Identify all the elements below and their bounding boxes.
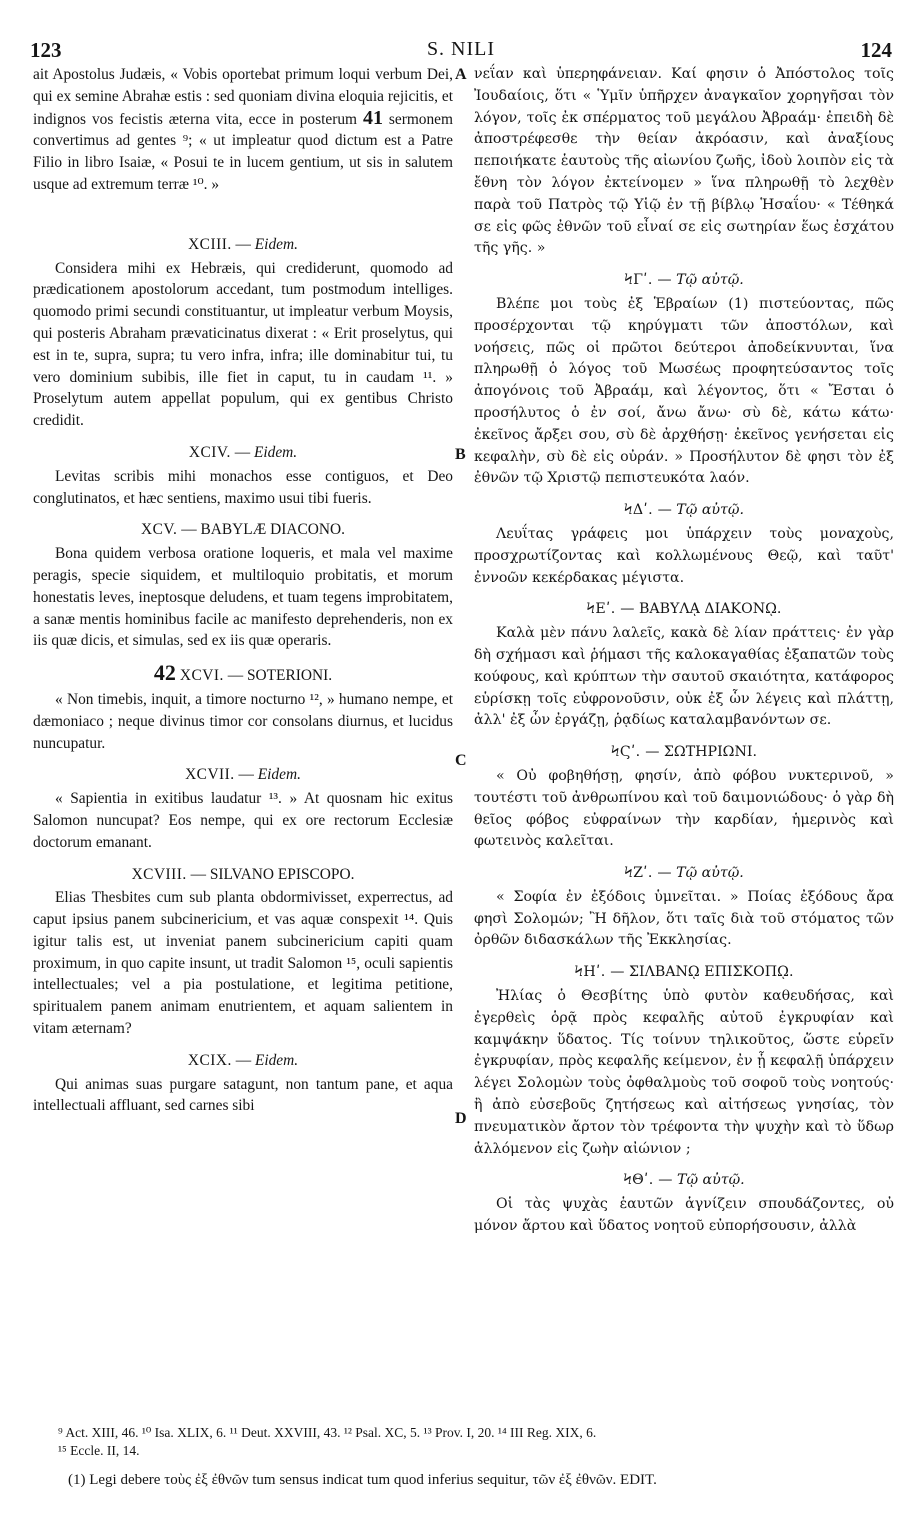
latin-heading-96: 42 XCVI. — SOTERIONI.: [153, 660, 333, 686]
greek-column: [474, 64, 894, 1238]
greek-letter-93: Βλέπε μοι τοὺς ἐξ Ἑβραίων (1) πιστεύοντας, πῶς προσέρχονται τῷ κηρύγματι τῶν ἀποστόλων, καὶ νοήσεις, πῶς οἱ πρῶτοι δεύτεροι ἀποδείκνυνται, ἵνα πληρωθῇ ὁ λόγος τοῦ Μωσέως προφητεύσαντος τοῖς ἀπογόνοις τοῦ Ἀβραάμ, καὶ λέγοντος, ὅτι « Ἔσται ὁ προσήλυτος ὁ ἐν σοί, ἄνω ἄνω· σὺ δὲ, κάτω κάτω· ἐκεῖνος ἄρξει σου, σὺ δὲ ἀρχθήσῃ· ἐκεῖνος γενήσεται εἰς κεφαλὴν, σὺ δὲ εἰς οὐράν. » Προσήλυτον δὲ φησι τὸν ἐξ ἐθνῶν τῷ Χριστῷ πεπιστευκότα λαόν.: [474, 295, 894, 487]
latin-intro-cont: sermonem convertimus ad gentes ⁹; « ut impleatur quod dictum est a Patre Filio in libro Isaiæ, « Posui te in lucem gentium, ut sis in salutem usque ad extremum terræ ¹⁰. »: [33, 110, 453, 193]
footnotes: [58, 1424, 898, 1460]
margin-letter-c: C: [455, 752, 467, 769]
greek-letter-94: Λευΐτας γράφεις μοι ὑπάρχειν τοὺς μοναχοὺς, προσχρωτίζοντας καὶ κολλωμένους Θεῷ, καὶ ταῦτ' ἐννοῶν κεκέρδακας μέγιστα.: [474, 525, 894, 586]
latin-heading-98: XCVIII. — SILVANO EPISCOPO.: [131, 865, 355, 883]
greek-letter-98: Ἠλίας ὁ Θεσβίτης ὑπὸ φυτὸν καθευδήσας, καὶ ἐγερθεὶς ὁρᾷ πρὸς κεφαλῆς αὐτοῦ ἐγκρυφίαν καὶ καμψάκην ὕδατος. Τίς τοίνυν τηλικοῦτος, ὥστε εὑρεῖν ἐγκρυφίαν, πρὸς κεφαλῆς κείμενον, ἐν ᾗ κεφαλῇ ὑπάρχειν λέγει Σολομὼν τοὺς ὀφθαλμοὺς τοῦ σοφοῦ τοὺς νοητούς· ἢ ἀπὸ εὐσεβοῦς ζητήσεως καὶ αἰτήσεως γνησίας, τὸν πνευματικὸν ἄρτον τὸν τρέφοντα τὴν ψυχὴν καὶ τὸ ὕδωρ ἁλλόμενον εἰς ζωὴν αἰώνιον ;: [474, 988, 894, 1157]
running-title: S. NILI: [426, 38, 496, 60]
latin-letter-96: « Non timebis, inquit, a timore nocturno ¹², » humano nempe, et dæmoniaco ; neque divinus timor cor consolans diurnus, et lucidus nuncupatur.: [33, 690, 453, 752]
greek-letter-96: « Οὐ φοβηθήσῃ, φησίν, ἀπὸ φόβου νυκτερινοῦ, » τουτέστι τοῦ ἀνθρωπίνου καὶ τοῦ δαιμονιώδους· ὁ γὰρ δὴ θεῖος φόβος εὐφραίνων τὴν καρδίαν, ἡμερινὸς καὶ φωτεινὸς καλεῖται.: [474, 767, 894, 850]
greek-letter-99: Οἱ τὰς ψυχὰς ἑαυτῶν ἁγνίζειν σπουδάζοντες, οὐ μόνον ἄρτου καὶ ὕδατος νοητοῦ εὐπορήσουσιν, ἀλλὰ: [474, 1196, 894, 1235]
greek-heading-94: ϞΔʹ. — Τῷ αὐτῷ.: [624, 502, 744, 519]
margin-letter-a: A: [455, 66, 467, 83]
greek-heading-95: ϞΕʹ. — ΒΑΒΥΛᾼ ΔΙΑΚΟΝῼ.: [586, 601, 782, 618]
latin-heading-95: XCV. — BABYLÆ DIACONO.: [141, 521, 345, 539]
footnote-line-1: ⁹ Act. XIII, 46. ¹⁰ Isa. XLIX, 6. ¹¹ Deut. XXVIII, 43. ¹² Psal. XC, 5. ¹³ Prov. I, 20. ¹⁴ III Reg. XIX, 6.: [58, 1425, 597, 1440]
latin-letter-99: Qui animas suas purgare satagunt, non tantum pane, et aqua intellectuali affluant, sed carnes sibi: [33, 1075, 453, 1115]
latin-intro: [33, 64, 453, 196]
greek-heading-97: ϞΖʹ. — Τῷ αὐτῷ.: [624, 865, 744, 882]
column-marker-42: 42: [153, 660, 176, 686]
margin-letter-d: D: [455, 1110, 467, 1127]
latin-heading-94: XCIV. — Eidem.: [188, 443, 298, 461]
greek-letter-97: « Σοφία ἐν ἐξόδοις ὑμνεῖται. » Ποίας ἐξόδους ἄρα φησὶ Σολομών; Ἢ δῆλον, ὅτι ταῖς διὰ τοῦ στόματος τῶν ὀρθῶν διδασκάλων τῆς Ἐκκλησίας.: [474, 888, 894, 949]
greek-heading-99: ϞΘʹ. — Τῷ αὐτῷ.: [623, 1172, 745, 1189]
latin-intro-text: ait Apostolus Judæis, « Vobis oportebat primum loqui verbum Dei, qui ex semine Abrahæ estis : sed quoniam divina eloquia rejicitis, et indignos vos fecistis æterna vita, ecce in posterum: [33, 66, 453, 128]
greek-heading-96: ϞϚʹ. — ΣΩΤΗΡΙΩΝΙ.: [611, 744, 757, 761]
latin-heading-93: XCIII. — Eidem.: [188, 235, 298, 253]
column-marker-41: 41: [362, 106, 383, 129]
latin-column: [33, 64, 453, 1117]
margin-letter-b: B: [455, 446, 466, 463]
greek-letter-95: Καλὰ μὲν πάνυ λαλεῖς, κακὰ δὲ λίαν πράττεις· ἐν γὰρ δὴ σχήμασι καὶ ῥήμασι τῆς καλοκαγαθίας ἐξαπατῶν τοὺς κούφους, καὶ κρύπτων τὴν σαυτοῦ σκαιότητα, κατάφορος εὑρίσκῃ τοῖς εὐφρονοῦσιν, οὐκ ἐξ ὧν λέγεις καὶ πλάττῃ, ἀλλ' ἐξ ὧν ἐργάζῃ, ῥᾳδίως καταλαμβανόντων σε.: [474, 625, 894, 729]
latin-letter-98: Elias Thesbites cum sub planta obdormivisset, experrectus, ad caput ipsius panem subcinericium, et vas aquæ conspexit ¹⁴. Quis igitur talis est, ut inveniat panem subcinericium capiti quam proximum, in quo capite insunt, ut tradit Salomon ¹⁵, oculi sapientis intellectuales; vel a pia postulatione, et legitima petitione, spiritualem panem animam enutrientem, et aquam salientem in vitam æternam?: [33, 889, 453, 1038]
latin-letter-95: Bona quidem verbosa oratione loqueris, et mala vel maxime peragis, specie siquidem, et multiloquio probitatis, et morum honestatis leves, ineptosque deludens, et tuam tegens improbitatem, a sanæ mentis hominibus facile ac manifesto deprehenderis, non ex iis quæ dicis, et simulas, sed ex iis quæ operaris.: [33, 545, 453, 650]
left-page-number: 123: [30, 38, 62, 62]
greek-heading-98: ϞΗʹ. — ΣΙΛΒΑΝῼ ΕΠΙΣΚΟΠῼ.: [574, 964, 794, 981]
latin-heading-99: XCIX. — Eidem.: [187, 1051, 299, 1069]
editor-note: (1) Legi debere τοὺς ἐξ ἐθνῶν tum sensus indicat tum quod inferius sequitur, τῶν ἐξ ἐθνῶν. EDIT.: [68, 1472, 657, 1488]
latin-heading-97: XCVII. — Eidem.: [185, 766, 301, 784]
greek-intro: νεΐαν καὶ ὑπερηφάνειαν. Καί φησιν ὁ Ἀπόστολος τοῖς Ἰουδαίοις, ὅτι « Ὑμῖν ὑπῆρχεν ἀναγκαῖον χορηγῆσαι τὸν λόγον, τοῖς ἐκ σπέρματος τοῦ μεγάλου Ἀβραάμ· ἐπειδὴ δὲ ἀποστρέφεσθε τὴν θείαν ἀκρόασιν, καὶ ἀναξίους πεποιήκατε ἑαυτοὺς τῆς αἰωνίου ζωῆς, ἰδοὺ λοιπὸν εἰς τὰ ἔθνη τὸν λόγον ἐκτείνομεν » ἵνα πληρωθῇ τὸ λεχθὲν παρὰ τοῦ Πατρὸς τῷ Υἱῷ ἐν τῇ βίβλῳ Ἡσαΐου· « Τέθηκά σε εἰς φῶς ἐθνῶν τοῦ εἶναί σε εἰς σωτηρίαν ἕως ἐσχάτου τῆς γῆς. »: [474, 66, 894, 257]
greek-heading-93: ϞΓʹ. — Τῷ αὐτῷ.: [624, 272, 744, 289]
right-page-number: 124: [860, 38, 892, 62]
latin-letter-97: « Sapientia in exitibus laudatur ¹³. » At quosnam hic exitus Salomon nuncupat? Eos nempe, qui ex ore rectorum Ecclesiæ doctorum emanant.: [33, 790, 453, 851]
latin-letter-93: Considera mihi ex Hebræis, qui crediderunt, quomodo ad prædicationem apostolorum accedant, tum postmodum intelliges. quomodo primi secundi constituantur, ut impleatur verbum Moysis, qui posteris Abraham prævaticinatus dixerat : « Erit proselytus, qui est in te, supra, supra; tu vero infra, infra; ille dominabitur tui, tu vero dominium subibis, ille fiet in caput, tu in caudam ¹¹. » Proselytum autem appellat populum, qui ex gentibus Christo credidit.: [33, 259, 453, 430]
footnote-line-2: ¹⁵ Eccle. II, 14.: [58, 1443, 140, 1458]
latin-letter-94: Levitas scribis mihi monachos esse contiguos, et Deo conglutinatos, et hæc sentiens, maximo usui tibi fueris.: [33, 467, 453, 507]
page-header: [30, 38, 892, 66]
